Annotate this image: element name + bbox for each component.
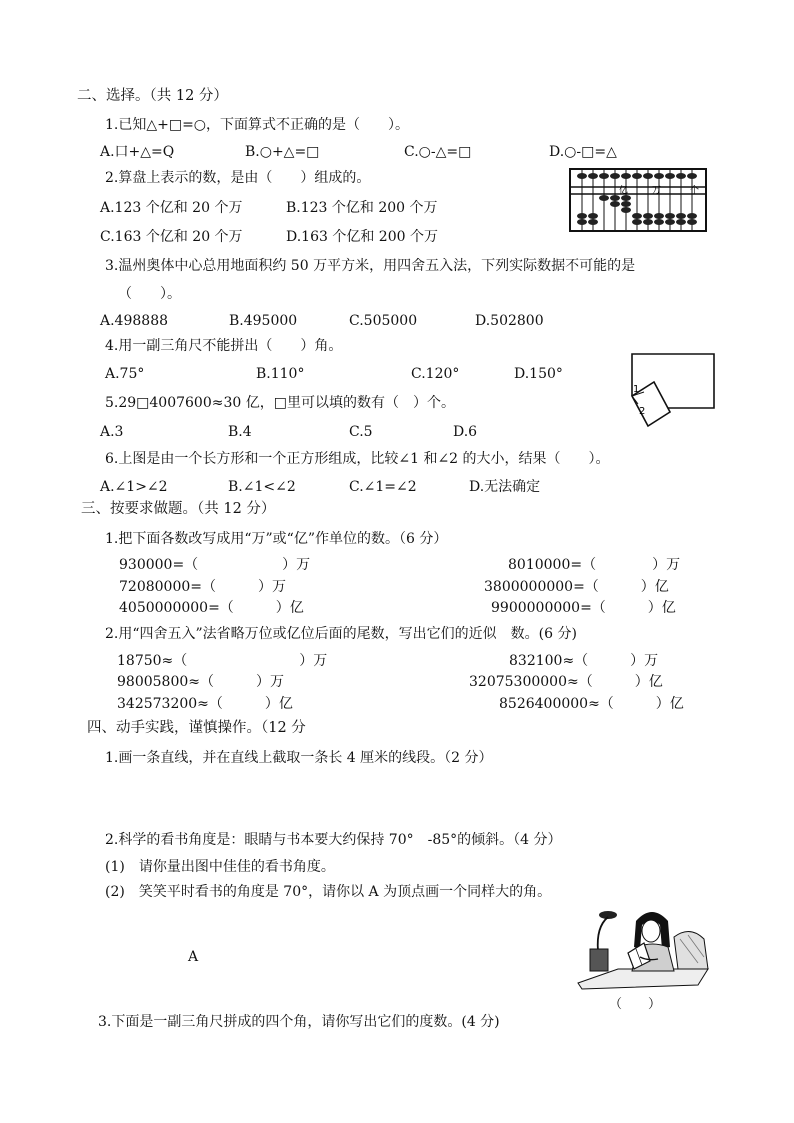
q2-1-option-c: C.○-△=□ [404,144,472,160]
q2-1-option-d: D.○-□=△ [549,144,617,160]
q2-2-option-d: D.163 个亿和 200 个万 [286,229,438,245]
q2-5-option-c: C.5 [349,424,373,440]
q2-3-option-c: C.505000 [349,313,418,329]
q2-1-option-a: A.口+△=Q [100,144,175,160]
q2-6-stem: 6.上图是由一个长方形和一个正方形组成，比较∠1 和∠2 的大小，结果（ ）。 [105,451,610,467]
q2-4-option-d: D.150° [514,366,563,382]
q2-2-option-c: C.163 个亿和 20 个万 [100,229,243,245]
abacus-label-yi: 亿 [619,186,629,196]
q2-2-option-b: B.123 个亿和 200 个万 [286,200,438,216]
q4-2-stem: 2.科学的看书角度是：眼睛与书本要大约保持 70° -85°的倾斜。（4 分） [105,832,562,848]
q2-5-option-b: B.4 [228,424,252,440]
q2-5-stem: 5.29□4007600≈30 亿，□里可以填的数有（ ）个。 [105,395,455,411]
abacus-label-wan: 万 [652,186,662,196]
q2-6-option-d: D.无法确定 [469,479,541,495]
q4-2-sub2: (2) 笑笑平时看书的角度是 70°，请你以 A 为顶点画一个同样大的角。 [105,884,552,900]
q2-4-stem: 4.用一副三角尺不能拼出（ ）角。 [105,338,343,354]
angle-1-label: 1 [633,384,640,395]
reading-angle-answer-blank[interactable]: （ ） [609,997,662,1012]
q3-2-item: 98005800≈（ ）万 [117,674,284,690]
q2-6-option-a: A.∠1>∠2 [100,479,168,495]
q3-1-stem: 1.把下面各数改写成用“万”或“亿”作单位的数。（6 分） [105,531,448,547]
q3-2-item: 8526400000≈（ ）亿 [499,696,684,712]
q3-1-item: 4050000000=（ ）亿 [119,600,304,616]
q2-6-option-b: B.∠1<∠2 [228,479,296,495]
q2-4-option-c: C.120° [411,366,460,382]
q2-2-stem: 2.算盘上表示的数，是由（ ）组成的。 [105,170,371,186]
girl-reading-illustration [578,903,712,991]
q2-3-option-d: D.502800 [475,313,544,329]
section-4-heading: 四、动手实践，谨慎操作。（12 分 [87,720,306,736]
q2-6-option-c: C.∠1=∠2 [349,479,417,495]
q2-3-option-a: A.498888 [100,313,169,329]
section-2-heading: 二、选择。（共 12 分） [77,88,228,104]
q2-3-stem: 3.温州奥体中心总用地面积约 50 万平方米，用四舍五入法，下列实际数据不可能的是 [105,258,636,274]
q3-2-item: 342573200≈（ ）亿 [117,696,293,712]
q3-1-item: 930000=（ ）万 [119,557,311,573]
q2-2-option-a: A.123 个亿和 20 个万 [100,200,243,216]
q3-2-item: 18750≈（ ）万 [117,653,328,669]
q2-5-option-d: D.6 [453,424,478,440]
q4-2-sub1: (1) 请你量出图中佳佳的看书角度。 [105,859,335,875]
q3-1-item: 9900000000=（ ）亿 [491,600,676,616]
vertex-a-label: A [188,949,199,965]
q2-4-option-a: A.75° [105,366,145,382]
rectangle-square-figure [624,352,716,430]
abacus-label-ge: 个 [690,186,700,196]
section-3-heading: 三、按要求做题。（共 12 分） [81,501,276,517]
q3-2-item: 832100≈（ ）万 [509,653,659,669]
q2-1-stem: 1.已知△+□=○，下面算式不正确的是（ ）。 [105,117,410,133]
q3-1-item: 8010000=（ ）万 [508,557,681,573]
q2-1-option-b: B.○+△=□ [245,144,320,160]
q2-4-option-b: B.110° [256,366,305,382]
q3-1-item: 72080000=（ ）万 [119,579,286,595]
abacus-figure [568,167,708,233]
q3-2-stem: 2.用“四舍五入”法省略万位或亿位后面的尾数，写出它们的近似 数。(6 分) [105,626,577,642]
q3-2-item: 32075300000≈（ ）亿 [469,674,663,690]
q2-5-option-a: A.3 [100,424,124,440]
angle-2-label: 2 [639,406,646,417]
q2-3-blank: （ ）。 [118,286,181,302]
q2-3-option-b: B.495000 [229,313,298,329]
q4-1-stem: 1.画一条直线，并在直线上截取一条长 4 厘米的线段。（2 分） [105,750,493,766]
q4-3-stem: 3.下面是一副三角尺拼成的四个角，请你写出它们的度数。(4 分) [98,1014,500,1030]
q3-1-item: 3800000000=（ ）亿 [484,579,669,595]
